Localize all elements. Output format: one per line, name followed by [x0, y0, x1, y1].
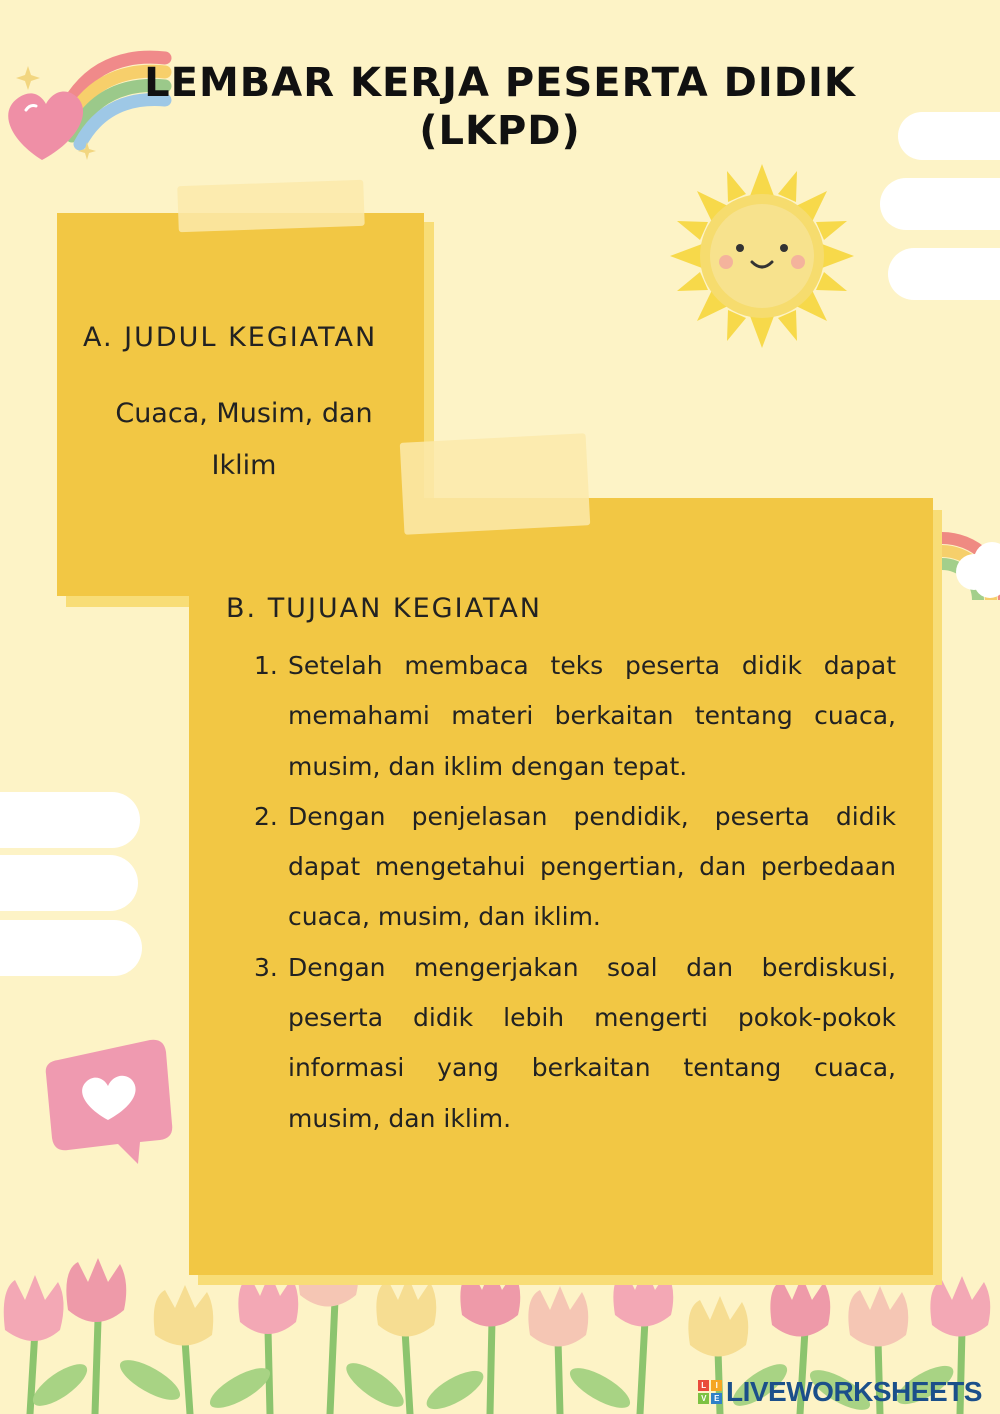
- goal-number: 3.: [254, 952, 278, 982]
- activity-title-line: Iklim: [211, 450, 277, 481]
- section-b-heading: B. TUJUAN KEGIATAN: [226, 593, 543, 624]
- goal-text: Dengan penjelasan pendidik, peserta didik dapat mengetahui pengertian, dan perbedaan cuaca, musim, dan iklim.: [288, 801, 896, 932]
- tape-decoration: [400, 433, 591, 535]
- page-title: LEMBAR KERJA PESERTA DIDIK: [144, 60, 856, 106]
- list-item: [254, 641, 896, 792]
- list-item: [254, 792, 896, 943]
- logo-letter: L: [698, 1380, 709, 1391]
- goal-number: 1.: [254, 651, 278, 680]
- heart-speech-bubble-icon: [46, 1040, 173, 1164]
- watermark[interactable]: [698, 1375, 982, 1409]
- logo-letter: I: [711, 1380, 722, 1391]
- liveworksheets-logo-icon: [698, 1380, 722, 1404]
- logo-letter: V: [698, 1393, 709, 1404]
- goal-number: 2.: [254, 801, 278, 831]
- watermark-text: LIVEWORKSHEETS: [726, 1376, 982, 1407]
- goal-text: Setelah membaca teks peserta didik dapat memahami materi berkaitan tentang cuaca, musim, dan iklim dengan tepat.: [288, 651, 896, 781]
- goals-list: [254, 641, 896, 1144]
- logo-letter: E: [711, 1393, 722, 1404]
- cloud-icon: [0, 792, 142, 976]
- activity-title: [84, 388, 404, 492]
- section-a-heading: A. JUDUL KEGIATAN: [83, 322, 378, 353]
- activity-title-line: Cuaca, Musim, dan: [115, 398, 373, 429]
- tape-decoration: [177, 180, 364, 232]
- list-item: [254, 943, 896, 1144]
- page-title-abbreviation: (LKPD): [419, 108, 581, 154]
- goal-text: Dengan mengerjakan soal dan berdiskusi, peserta didik lebih mengerti pokok-pokok informasi yang berkaitan tentang cuaca, musim, dan iklim.: [288, 952, 896, 1133]
- sun-icon: [670, 164, 854, 348]
